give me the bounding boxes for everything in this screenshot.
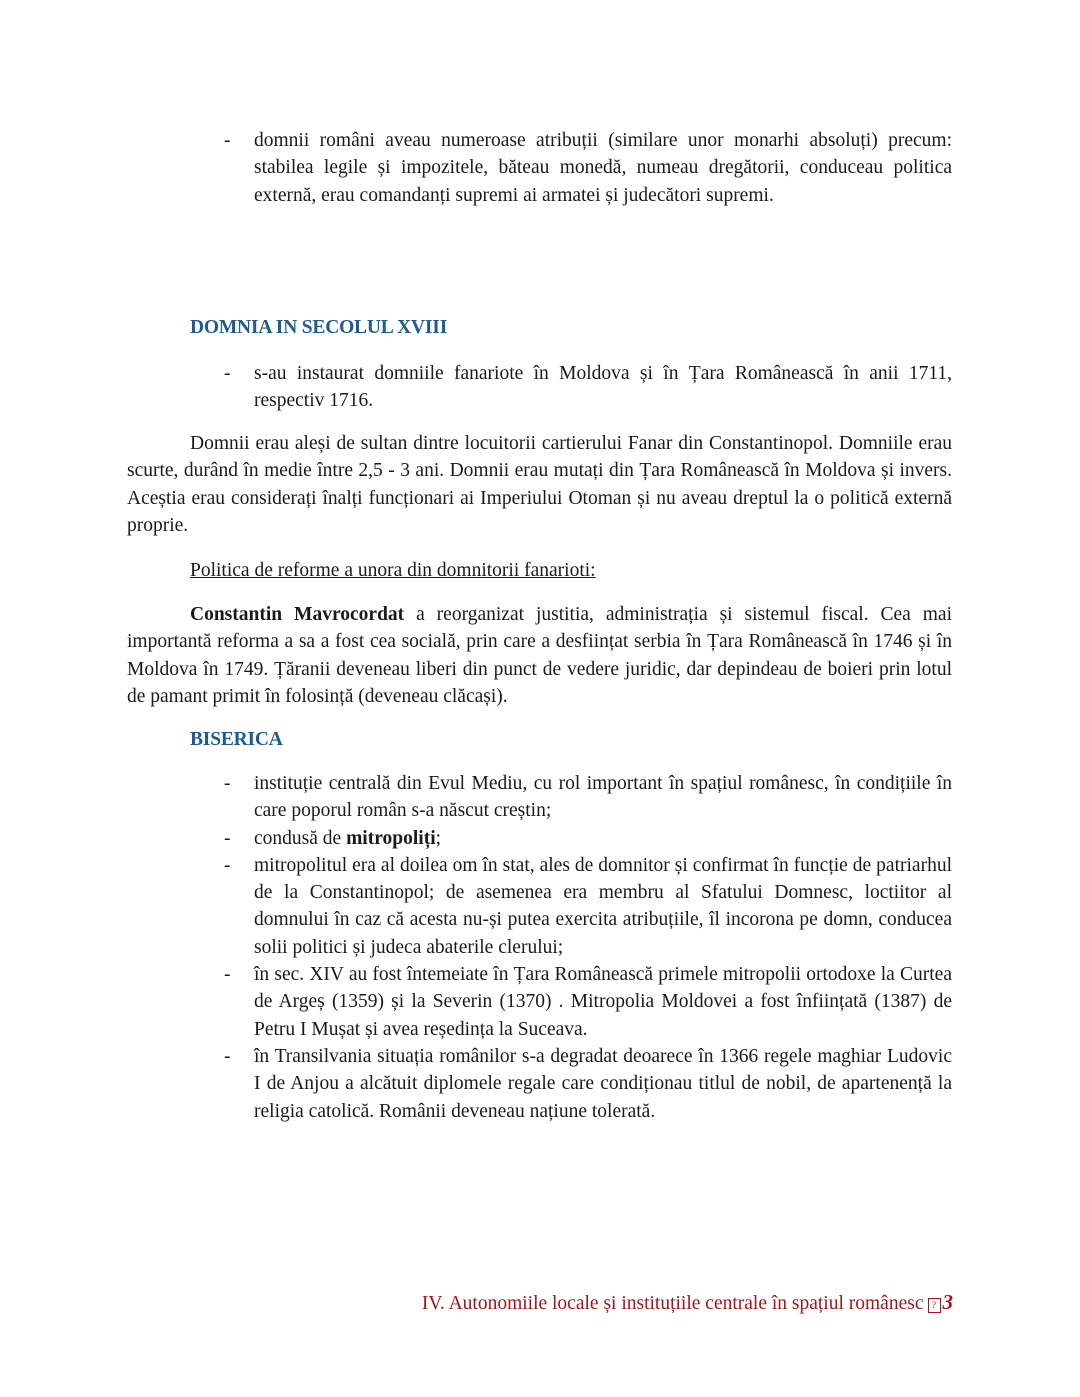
dash-bullet: - (224, 1045, 231, 1067)
section-heading-biserica: BISERICA (190, 729, 283, 750)
dash-bullet: - (224, 363, 231, 384)
list-item-text: în Transilvania situația românilor s-a degradat deoarece în 1366 regele maghiar Ludovic I de Anjou a alcătuit diplomele regale care condiționau titlul de nobil, de apartenență la religia catolică. Românii deveneau națiune tolerată. (254, 1045, 952, 1122)
domnia-atributii-list (127, 127, 952, 209)
dash-bullet: - (224, 827, 231, 849)
list-item-prefix: condusă de (254, 827, 347, 849)
reform-subheading: Politica de reforme a unora din domnitorii fanarioti: (190, 560, 596, 581)
fanariote-paragraph: Domnii erau aleși de sultan dintre locuitorii cartierului Fanar din Constantinopol. Domniile erau scurte, durând în medie între 2,5 - 3 ani. Domnii erau mutați din Țara Românească în Moldova și invers. Aceștia erau considerați înalți funcționari ai Imperiului Otoman și nu aveau dreptul la o politică externă proprie. (127, 433, 952, 536)
list-item (127, 852, 952, 961)
page-footer (422, 1289, 953, 1317)
fanariote-paragraph-block (127, 430, 952, 539)
list-item (127, 770, 952, 825)
section-heading-domnia-secolul-xviii: DOMNIA IN SECOLUL XVIII (190, 317, 448, 338)
list-item-bold: mitropoliți (346, 827, 436, 849)
list-item (127, 961, 952, 1043)
list-item-text: s-au instaurat domniile fanariote în Moldova și în Țara Românească în anii 1711, respectiv 1716. (254, 363, 952, 412)
list-item-suffix: ; (435, 827, 442, 849)
reform-subheading-block (127, 557, 952, 584)
reform-paragraph-block (127, 601, 952, 710)
dash-bullet: - (224, 964, 231, 986)
list-item-text: domnii români aveau numeroase atribuții (similare unor monarhi absoluți) precum: stabilea legile și impozitele, băteau monedă, numeau dregătorii, conduceau politica externă, erau comandanți supremi ai armatei și judecători supremi. (254, 130, 952, 206)
fanariote-list (127, 360, 952, 415)
list-item-text: în sec. XIV au fost întemeiate în Țara Românească primele mitropolii ortodoxe la Curtea de Argeș (1359) și la Severin (1370) . Mitropolia Moldovei a fost înființată (1387) de Petru I Mușat și avea reședința la Suceava. (254, 964, 952, 1040)
biserica-list (127, 770, 952, 1125)
dash-bullet: - (224, 130, 231, 151)
footer-chapter-title: IV. Autonomiile locale și instituțiile centrale în spațiul românesc (421, 1293, 924, 1314)
list-item (127, 1043, 952, 1125)
list-item-text: mitropolitul era al doilea om în stat, ales de domnitor și confirmat în funcție de patriarhul de la Constantinopol; de asemenea era membru al Sfatului Domnesc, loctiitor al domnului în caz că acesta nu-și putea exercita atribuțiile, îl incorona pe domn, conducea solii politici și judeca abaterile clerului; (254, 854, 952, 958)
reform-text: a reorganizat justitia, administrația și sistemul fiscal. Cea mai importantă reforma a sa a fost cea socială, prin care a desființat serbia în Țara Românească în 1746 și în Moldova în 1749. Țăranii deveneau liberi din punct de vedere juridic, dar depindeau de boieri prin lotul de pamant primit în folosință (deveneau clăcași). (127, 604, 952, 707)
reform-person-name: Constantin Mavrocordat (190, 604, 405, 625)
missing-glyph-icon: ? (928, 1298, 941, 1313)
dash-bullet: - (224, 854, 231, 876)
reform-paragraph (127, 601, 952, 710)
list-item (127, 360, 952, 415)
list-item-text: instituție centrală din Evul Mediu, cu rol important în spațiul românesc, în condițiile în care poporul român s-a născut creștin; (254, 773, 952, 822)
list-item (127, 127, 952, 209)
list-item (127, 825, 952, 852)
dash-bullet: - (224, 773, 231, 794)
page-number: 3 (942, 1290, 953, 1314)
